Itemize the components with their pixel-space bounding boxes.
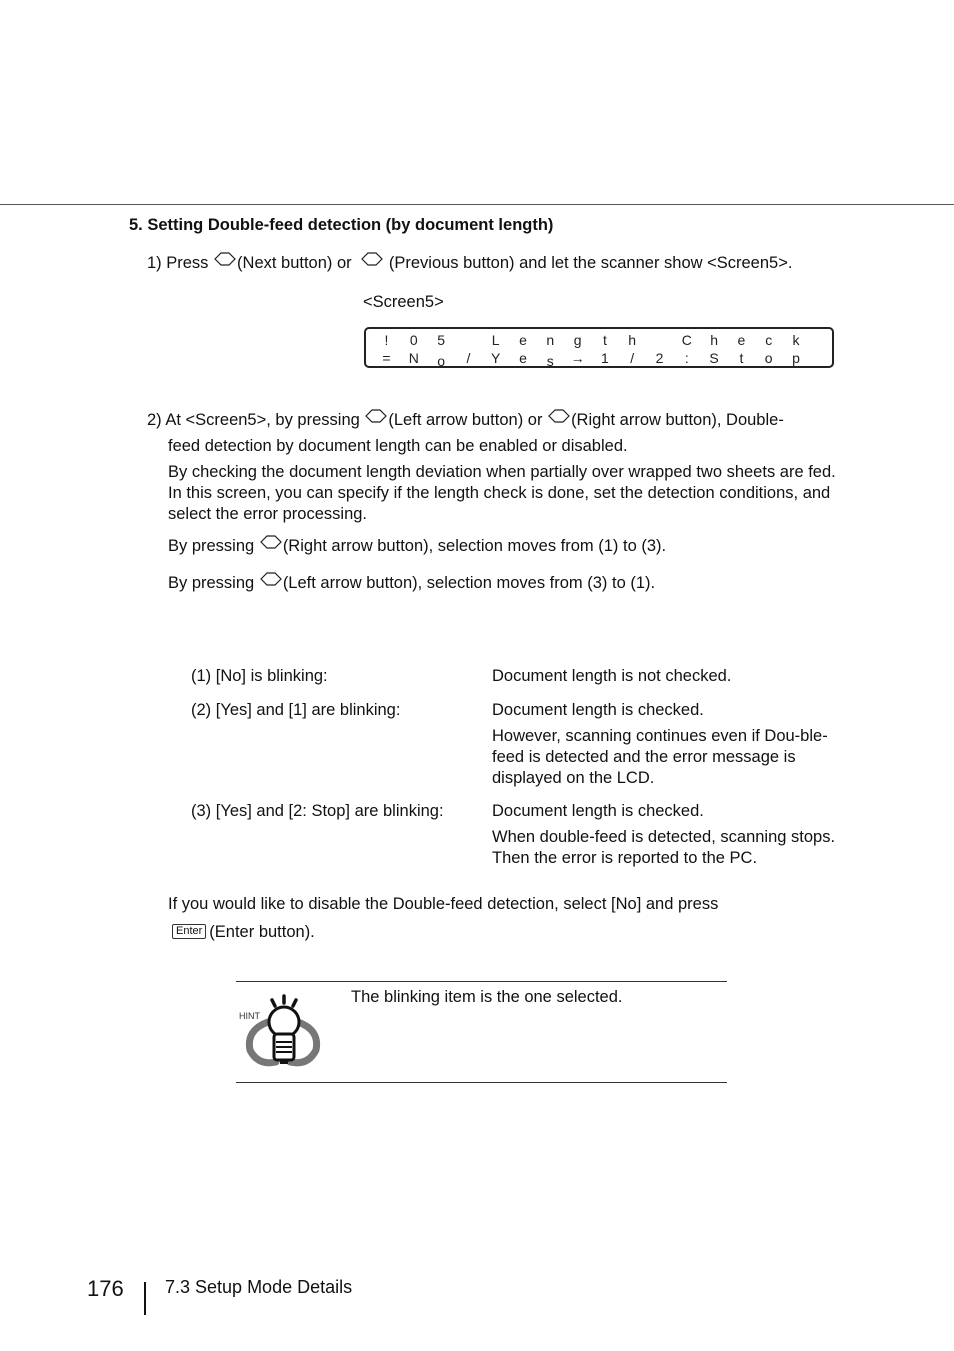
- lcd-row-2-char: /: [630, 350, 635, 366]
- option-3-label: (3) [Yes] and [2: Stop] are blinking:: [191, 802, 444, 820]
- option-2-detail: However, scanning continues even if Dou-ble-feed is detected and the error message is displayed on the LCD.: [492, 727, 828, 787]
- left-arrow-button-icon: [364, 408, 388, 429]
- right-arrow-button-icon: [547, 408, 571, 429]
- step2-line1-a: 2) At <Screen5>, by pressing: [147, 410, 360, 429]
- left-arrow-button-icon: [259, 571, 283, 592]
- right-arrow-line: [168, 536, 666, 557]
- step2-line2: feed detection by document length can be enabled or disabled.: [168, 437, 628, 455]
- left-arrow-line: [168, 573, 655, 594]
- lcd-row-2-char: 2: [655, 350, 664, 366]
- left-arrow-line-a: By pressing: [168, 573, 255, 592]
- lcd-row-1-char: C: [681, 332, 692, 348]
- step1-line: [147, 253, 792, 274]
- disable-note-line1: If you would like to disable the Double-feed detection, select [No] and press: [168, 895, 719, 913]
- lcd-row-1-char: !: [384, 332, 389, 348]
- footer-section-label: 7.3 Setup Mode Details: [165, 1277, 353, 1297]
- lcd-row-1-char: e: [519, 332, 527, 348]
- lcd-row-1-char: k: [792, 332, 800, 348]
- lcd-row-2-char: t: [739, 350, 744, 366]
- next-button-icon: [213, 251, 237, 272]
- lcd-row-1-char: c: [765, 332, 773, 348]
- lcd-row-2-char: e: [519, 350, 527, 366]
- right-arrow-line-b: (Right arrow button), selection moves from (1) to (3).: [282, 536, 667, 555]
- lcd-row-2-char: N: [408, 350, 419, 366]
- lcd-row-1-char: h: [628, 332, 637, 348]
- step2-line1-b: (Left arrow button) or: [388, 410, 543, 429]
- lcd-row-1-char: t: [602, 332, 607, 348]
- lcd-row-1-char: L: [491, 332, 500, 348]
- section-title: 5. Setting Double-feed detection (by document length): [129, 216, 554, 234]
- hint-lightbulb-icon: [238, 992, 328, 1070]
- left-arrow-line-b: (Left arrow button), selection moves from (3) to (1).: [282, 573, 656, 592]
- lcd-row-2-char: =: [382, 350, 391, 366]
- top-rule: [0, 204, 954, 205]
- disable-note-line2: [172, 923, 315, 942]
- step2-line1: [147, 410, 784, 431]
- option-3-desc: Document length is checked.: [492, 802, 704, 820]
- step2-line1-c: (Right arrow button), Double-: [571, 410, 784, 429]
- lcd-row-1-char: n: [546, 332, 555, 348]
- step1-next-label: (Next button) or: [237, 253, 352, 272]
- option-2-label: (2) [Yes] and [1] are blinking:: [191, 701, 401, 719]
- lcd-row-2: [366, 350, 836, 369]
- lcd-row-1: [366, 332, 836, 348]
- option-2-desc: Document length is checked.: [492, 701, 704, 719]
- lcd-row-2-char: p: [792, 350, 800, 366]
- lcd-row-1-char: 0: [409, 332, 418, 348]
- option-1-label: (1) [No] is blinking:: [191, 667, 328, 685]
- lcd-display: [364, 327, 834, 368]
- option-3-detail: When double-feed is detected, scanning stops. Then the error is reported to the PC.: [492, 828, 836, 867]
- lcd-row-2-char: /: [466, 350, 471, 366]
- previous-button-icon: [360, 251, 384, 272]
- disable-note-enter-label: (Enter button).: [209, 923, 315, 941]
- lcd-row-1-char: 5: [437, 332, 445, 348]
- lcd-row-2-char: s: [546, 353, 554, 369]
- lcd-row-2-char: o: [764, 350, 773, 366]
- page-number: 176: [87, 1276, 124, 1301]
- lcd-row-2-char: Y: [491, 350, 501, 366]
- hint-bottom-rule: [236, 1082, 727, 1083]
- hint-top-rule: [236, 981, 727, 982]
- lcd-row-1-char: e: [737, 332, 746, 348]
- lcd-row-2-char: o: [437, 353, 445, 369]
- lcd-row-2-char: :: [684, 350, 689, 366]
- option-1-desc: Document length is not checked.: [492, 667, 732, 685]
- lcd-row-2-char: S: [709, 350, 719, 366]
- right-arrow-button-icon: [259, 534, 283, 555]
- lcd-row-1-char: h: [710, 332, 718, 348]
- screen-label: <Screen5>: [363, 293, 444, 311]
- hint-icon-label: HINT: [239, 1011, 260, 1021]
- footer-divider: [144, 1282, 146, 1315]
- hint-text: The blinking item is the one selected.: [351, 988, 623, 1006]
- lcd-row-2-char: 1: [600, 350, 609, 366]
- step1-prev-label: (Previous button) and let the scanner show <Screen5>.: [388, 253, 793, 272]
- lcd-row-1-char: g: [573, 332, 582, 348]
- step1-prefix: 1) Press: [147, 253, 209, 272]
- right-arrow-line-a: By pressing: [168, 536, 255, 555]
- step2-paragraph: By checking the document length deviation when partially over wrapped two sheets are fed. In this screen, you can specify if the length check is done, set the detection conditions, and select the error processing.: [168, 463, 836, 523]
- lcd-row-2-char: →: [570, 350, 585, 366]
- enter-key-icon: Enter: [172, 924, 206, 939]
